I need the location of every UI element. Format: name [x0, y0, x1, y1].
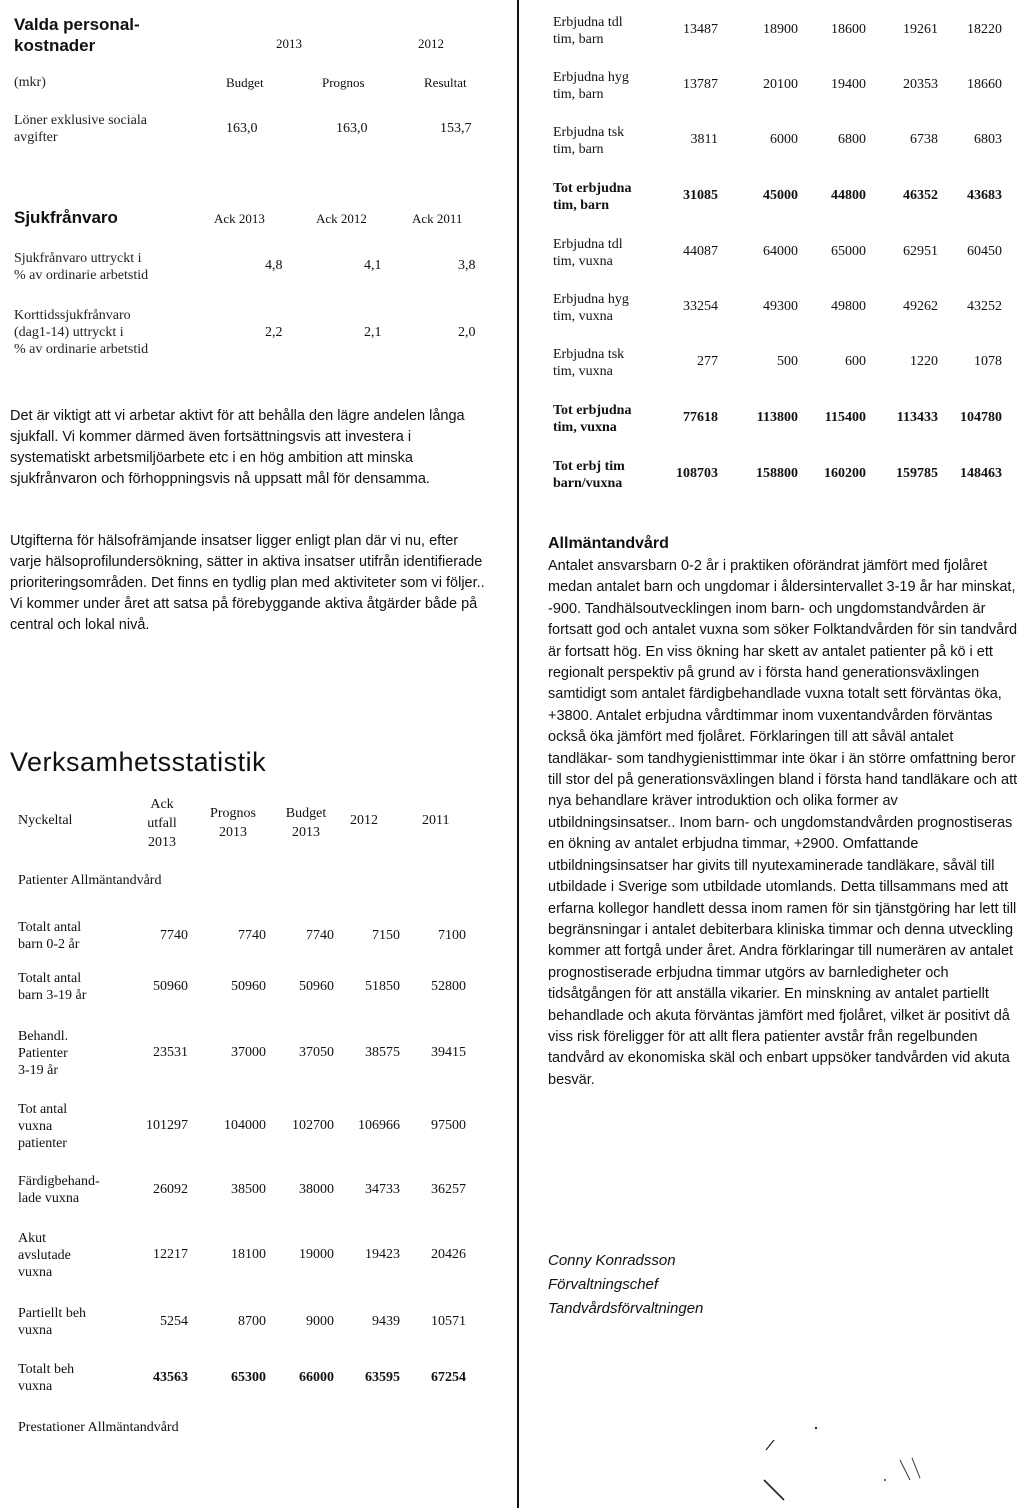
right-cell: 159785 — [896, 466, 938, 481]
right-cell: 19400 — [831, 77, 866, 92]
right-cell: 62951 — [903, 244, 938, 259]
sjuk-col-ack2013: Ack 2013 — [214, 211, 265, 226]
right-cell: 60450 — [967, 244, 1002, 259]
signature-name: Conny Konradsson — [548, 1252, 676, 1269]
right-cell: 277 — [697, 354, 718, 369]
right-cell: 64000 — [763, 244, 798, 259]
sjuk-row1-v3: 3,8 — [458, 258, 476, 273]
stats-cell: 37000 — [231, 1045, 266, 1060]
stats-cell: 104000 — [224, 1118, 266, 1133]
right-cell: 77618 — [683, 410, 718, 425]
right-cell: 33254 — [683, 299, 718, 314]
right-cell: 43252 — [967, 299, 1002, 314]
sjuk-row2-v3: 2,0 — [458, 325, 476, 340]
stats-cell: 8700 — [238, 1313, 266, 1329]
stats-footer: Prestationer Allmäntandvård — [18, 1420, 179, 1435]
stats-cell: 39415 — [431, 1045, 466, 1060]
sjuk-col-ack2011: Ack 2011 — [412, 211, 463, 226]
scan-marks — [760, 1420, 940, 1505]
right-row-label: Tot erbj tim barn/vuxna — [553, 459, 625, 491]
stats-cell: 7740 — [306, 927, 334, 943]
personal-col-budget: Budget — [226, 75, 264, 90]
allman-title: Allmäntandvård — [548, 535, 669, 552]
right-cell: 13787 — [683, 77, 718, 92]
right-cell: 19261 — [903, 22, 938, 37]
right-cell: 600 — [845, 354, 866, 369]
stats-row-label: Färdigbehand- lade vuxna — [18, 1174, 100, 1206]
stats-cell: 9000 — [306, 1313, 334, 1329]
stats-row-label: Partiellt beh vuxna — [18, 1306, 87, 1338]
stats-cell: 34733 — [365, 1181, 400, 1197]
stats-cell: 38500 — [231, 1181, 266, 1197]
stats-cell: 26092 — [153, 1181, 188, 1197]
stats-title: Verksamhetsstatistik — [10, 747, 267, 777]
paragraph-sjukfall: Det är viktigt att vi arbetar aktivt för att behålla den lägre andelen långa sjukfall. Vi kommer därmed även fortsättningsvis att investera i systematiskt arbetsmiljöarbete etc i en hög ambition att minska sjukfrånvaron och förhoppningsvis nå uppsatt mål för densamma. — [10, 408, 465, 487]
right-row-label: Erbjudna tdl tim, barn — [553, 15, 623, 47]
stats-cell: 20426 — [431, 1247, 466, 1262]
right-cell: 44087 — [683, 244, 718, 259]
stats-row-label: Behandl. Patienter 3-19 år — [18, 1029, 69, 1078]
stats-cell: 50960 — [299, 978, 334, 994]
sjuk-row2-v1: 2,2 — [265, 325, 283, 340]
stats-cell: 19423 — [365, 1247, 400, 1262]
stats-cell: 67254 — [431, 1369, 466, 1385]
allman-text: Antalet ansvarsbarn 0-2 år i praktiken oförändrat jämfört med fjolåret medan antalet barn och ungdomar i åldersintervallet 3-19 år har minskat, -900. Tandhälsoutvecklingen inom barn- och ungdomstandvården är fortsatt god och antalet vuxna som söker Folktandvården för sin tandvård är fortsatt hög. En viss ökning har skett av antalet patienter på kö i ett regionalt perspektiv på grund av i första hand generationsväxlingen samtidigt som antalet färdigbehandlade vuxna totalt sett förväntas öka, +3800. Antalet erbjudna vårdtimmar inom vuxentandvården förväntas också öka jämfört med fjolåret. Förklaringen till att såväl antalet tandläkar- som tandhygienisttimmar inte ökar i än större omfattning beror till stor del på generationsväxlingen bland i första hand tandläkare och att nya behandlare kräver introduktion och olika former av utbildningsinsatser.. Inom barn- och ungdomstandvården prognostiseras en ökning av antalet erbjudna timmar, +2900. Omfattande utbildningsinsatser har givits till nyutexaminerade tandläkare, såväl till utbildade i Sverige som utbildade utomlands. Detta tillsammans med att erfarna kollegor handlett dessa inom ramen för sin tjänstgöring har lett till begränsningar i antalet debiterbara kliniska timmar och denna utveckling kommer att fortgå under året. Andra förklaringar till numerären av antalet prognostiserade erbjudna timmar utgörs av barnledigheter och tidsåtgången för att anställa vikarier. En minskning av antalet partiellt behandlade och akuta förväntas jämfört med fjolåret, vilket är positivt då viss risk föreligger för att allt flera patienter avstår från regelbunden tandvård av ekonomiska skäl och enbart uppsöker tandvården vid akuta besvär. — [548, 558, 1018, 1088]
right-cell: 65000 — [831, 244, 866, 259]
right-cell: 1078 — [974, 354, 1002, 369]
right-row-label: Erbjudna tsk tim, barn — [553, 125, 625, 157]
stats-col-ack: Ack utfall 2013 — [147, 797, 177, 850]
stats-cell: 63595 — [365, 1369, 400, 1385]
right-cell: 45000 — [763, 188, 798, 203]
stats-cell: 97500 — [431, 1118, 466, 1133]
stats-col-prognos: Prognos 2013 — [210, 806, 256, 840]
right-cell: 160200 — [824, 466, 866, 481]
personal-year-2013: 2013 — [276, 36, 302, 51]
right-cell: 108703 — [676, 466, 718, 481]
stats-cell: 12217 — [153, 1247, 188, 1262]
stats-cell: 7100 — [438, 927, 466, 943]
stats-row-label: Akut avslutade vuxna — [18, 1231, 71, 1280]
stats-cell: 10571 — [431, 1313, 466, 1329]
personal-unit: (mkr) — [14, 75, 46, 90]
right-cell: 113433 — [896, 410, 938, 425]
stats-cell: 9439 — [372, 1313, 400, 1329]
right-cell: 44800 — [831, 188, 866, 203]
personal-row-label: Löner exklusive sociala avgifter — [14, 113, 147, 145]
sjuk-row1-label: Sjukfrånvaro uttryckt i % av ordinarie arbetstid — [14, 251, 149, 283]
right-cell: 49800 — [831, 299, 866, 314]
right-cell: 18900 — [763, 22, 798, 37]
personal-title: Valda personal- kostnader — [14, 15, 140, 55]
right-row-label: Erbjudna tsk tim, vuxna — [553, 347, 625, 379]
right-row-label: Tot erbjudna tim, vuxna — [553, 403, 632, 435]
stats-cell: 65300 — [231, 1369, 266, 1385]
stats-cell: 7740 — [238, 927, 266, 943]
stats-cell: 52800 — [431, 978, 466, 994]
stats-cell: 101297 — [146, 1118, 188, 1133]
stats-cell: 50960 — [231, 978, 266, 994]
right-cell: 6800 — [838, 132, 866, 147]
personal-year-2012: 2012 — [418, 36, 444, 51]
stats-cell: 51850 — [365, 978, 400, 994]
sjuk-row2-v2: 2,1 — [364, 325, 382, 340]
stats-cell: 23531 — [153, 1045, 188, 1060]
right-cell: 6738 — [910, 132, 938, 147]
right-cell: 31085 — [683, 188, 718, 203]
right-cell: 49300 — [763, 299, 798, 314]
right-row-label: Erbjudna hyg tim, vuxna — [553, 292, 629, 324]
personal-value-budget: 163,0 — [226, 121, 258, 136]
personal-col-resultat: Resultat — [424, 75, 467, 90]
right-row-label: Tot erbjudna tim, barn — [553, 181, 632, 213]
right-cell: 49262 — [903, 299, 938, 314]
right-cell: 18220 — [967, 22, 1002, 37]
stats-cell: 36257 — [431, 1181, 466, 1197]
right-row-label: Erbjudna hyg tim, barn — [553, 70, 629, 102]
stats-row-label: Totalt antal barn 3-19 år — [18, 971, 87, 1003]
right-cell: 113800 — [756, 410, 798, 425]
stats-col-2012: 2012 — [350, 813, 378, 828]
sjuk-row1-v1: 4,8 — [265, 258, 283, 273]
stats-row-label: Totalt beh vuxna — [18, 1362, 75, 1394]
right-cell: 20353 — [903, 77, 938, 92]
right-cell: 115400 — [824, 410, 866, 425]
stats-cell: 38000 — [299, 1181, 334, 1197]
stats-col-2011: 2011 — [422, 813, 450, 828]
right-cell: 3811 — [690, 132, 718, 147]
personal-value-prognos: 163,0 — [336, 121, 368, 136]
stats-cell: 38575 — [365, 1045, 400, 1060]
signature-role: Förvaltningschef — [548, 1276, 659, 1293]
right-cell: 158800 — [756, 466, 798, 481]
right-cell: 43683 — [967, 188, 1002, 203]
right-cell: 13487 — [683, 22, 718, 37]
stats-col-budget: Budget 2013 — [285, 806, 327, 840]
stats-cell: 5254 — [160, 1313, 188, 1329]
right-cell: 1220 — [910, 354, 938, 369]
stats-cell: 50960 — [153, 978, 188, 994]
column-divider — [517, 0, 519, 1508]
sjuk-row2-label: Korttidssjukfrånvaro (dag1-14) uttryckt i % av ordinarie arbetstid — [14, 308, 149, 357]
right-cell: 6000 — [770, 132, 798, 147]
right-cell: 148463 — [960, 466, 1002, 481]
sjuk-col-ack2012: Ack 2012 — [316, 211, 367, 226]
right-cell: 6803 — [974, 132, 1002, 147]
stats-cell: 106966 — [358, 1118, 400, 1133]
right-cell: 18600 — [831, 22, 866, 37]
paragraph-halsa: Utgifterna för hälsofrämjande insatser ligger enligt plan där vi nu, efter varje hälsoprofilundersökning, sätter in aktiva insatser utifrån identifierade prioriteringsområden. Det finns en tydlig plan med aktiviteter som vi följer.. Vi kommer under året att satsa på förebyggande aktiva åtgärder både på central och lokal nivå. — [10, 533, 485, 633]
stats-row-label: Tot antal vuxna patienter — [18, 1102, 68, 1151]
stats-section-label: Patienter Allmäntandvård — [18, 873, 162, 888]
stats-cell: 37050 — [299, 1045, 334, 1060]
right-cell: 104780 — [960, 410, 1002, 425]
right-cell: 18660 — [967, 77, 1002, 92]
right-cell: 500 — [777, 354, 798, 369]
stats-cell: 102700 — [292, 1118, 334, 1133]
stats-cell: 19000 — [299, 1247, 334, 1262]
personal-col-prognos: Prognos — [322, 75, 365, 90]
stats-cell: 7150 — [372, 927, 400, 943]
stats-cell: 7740 — [160, 927, 188, 943]
right-row-label: Erbjudna tdl tim, vuxna — [553, 237, 623, 269]
signature-org: Tandvårdsförvaltningen — [548, 1300, 704, 1317]
stats-cell: 43563 — [153, 1369, 188, 1385]
stats-row-label: Totalt antal barn 0-2 år — [18, 920, 82, 952]
right-cell: 46352 — [903, 188, 938, 203]
personal-value-resultat: 153,7 — [440, 121, 472, 136]
stats-col-key: Nyckeltal — [18, 813, 73, 828]
sjuk-title: Sjukfrånvaro — [14, 208, 118, 227]
sjuk-row1-v2: 4,1 — [364, 258, 382, 273]
stats-cell: 66000 — [299, 1369, 334, 1385]
right-cell: 20100 — [763, 77, 798, 92]
stats-cell: 18100 — [231, 1247, 266, 1262]
